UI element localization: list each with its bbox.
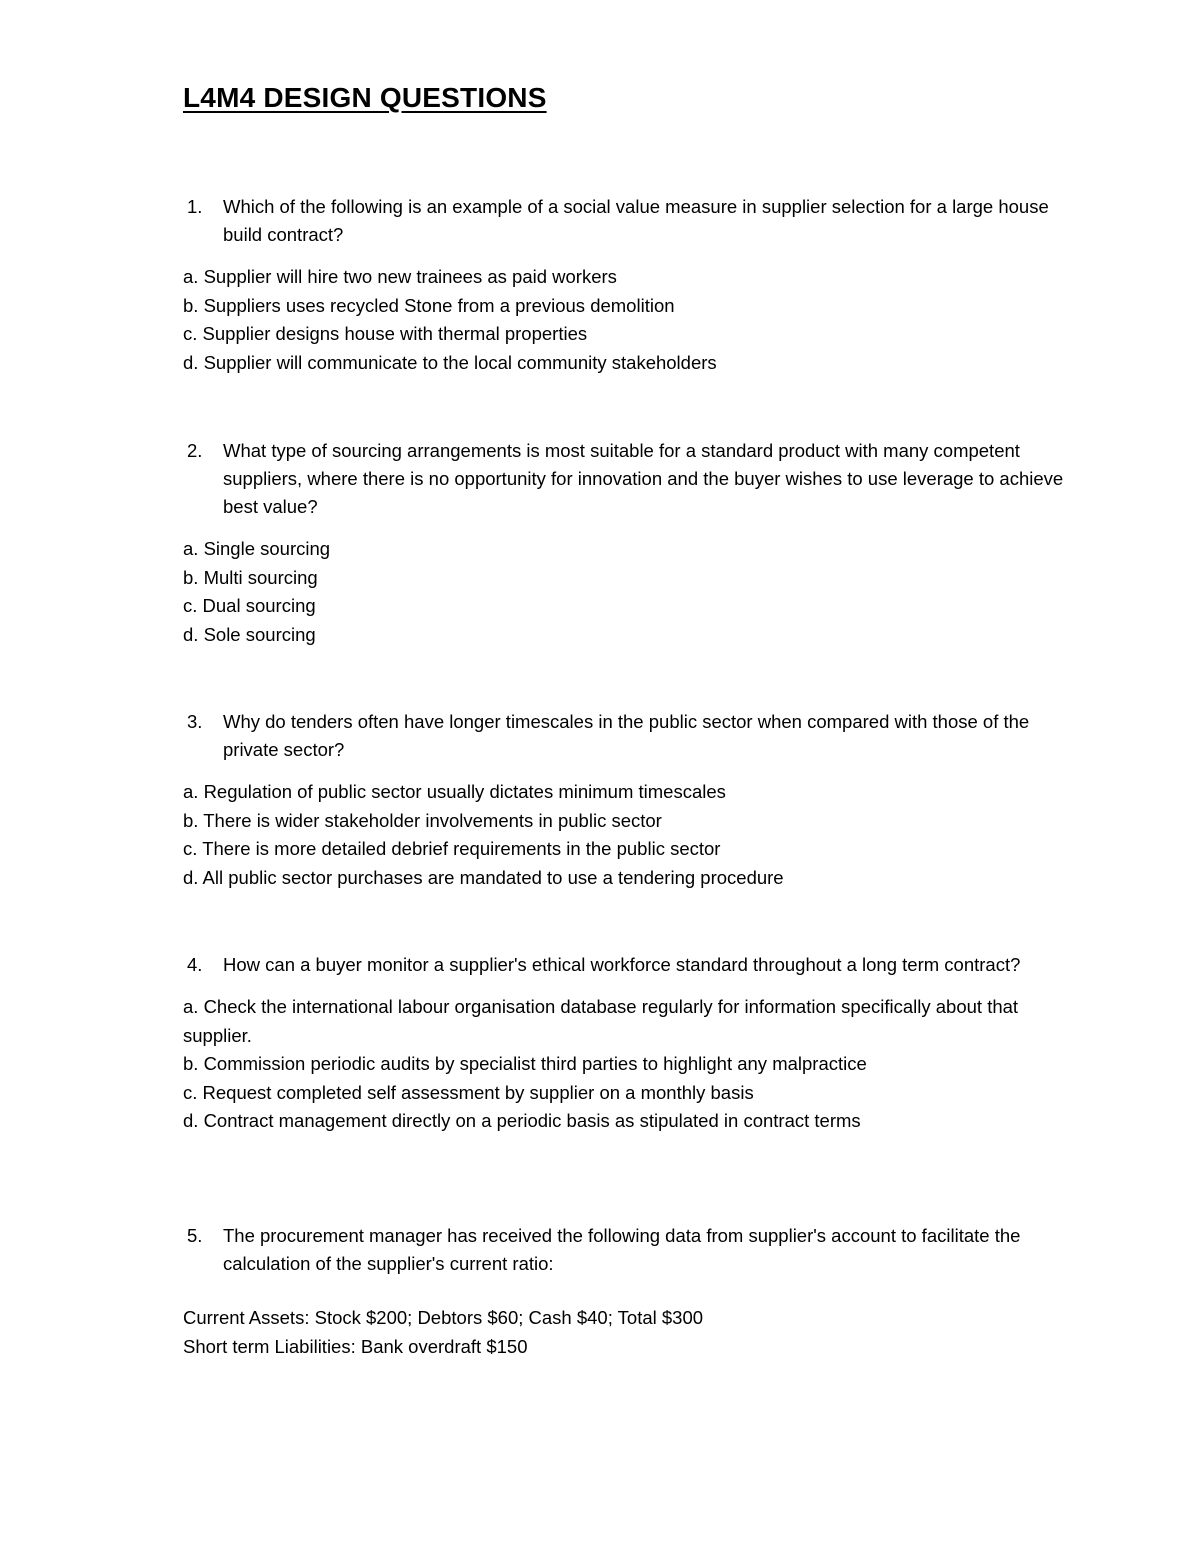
question-text: What type of sourcing arrangements is most suitable for a standard product with many competent suppliers, where there is no opportunity for innovation and the buyer wishes to use leverage to achieve best value?: [223, 440, 1064, 517]
answer-options: [183, 778, 1083, 892]
question-stem: [183, 951, 1083, 979]
answer-option-c: c. There is more detailed debrief requirements in the public sector: [183, 838, 721, 859]
short-term-liabilities-line: Short term Liabilities: Bank overdraft $150: [183, 1335, 528, 1357]
answer-option-d: d. Supplier will communicate to the local community stakeholders: [183, 351, 717, 373]
question-text: The procurement manager has received the following data from supplier's account to facilitate the calculation of the supplier's current ratio:: [223, 1225, 1021, 1274]
answer-option-b: b. There is wider stakeholder involvements in public sector: [183, 809, 662, 831]
answer-options: [183, 993, 1083, 1136]
question-stem: [183, 1222, 1083, 1278]
question-1: [183, 193, 1083, 377]
question-5: [183, 1222, 1083, 1361]
answer-option-c: c. Dual sourcing: [183, 595, 316, 616]
answer-option-a: a. Single sourcing: [183, 538, 331, 559]
answer-option-b: b. Multi sourcing: [183, 566, 318, 588]
question-number: 2.: [187, 440, 203, 461]
answer-option-c: c. Request completed self assessment by supplier on a monthly basis: [183, 1081, 754, 1103]
answer-option-c: c. Supplier designs house with thermal properties: [183, 323, 588, 344]
answer-option-b: b. Suppliers uses recycled Stone from a previous demolition: [183, 294, 675, 316]
answer-option-d: d. Contract management directly on a periodic basis as stipulated in contract terms: [183, 1110, 861, 1131]
question-number: 3.: [187, 711, 203, 732]
answer-option-a: a. Regulation of public sector usually dictates minimum timescales: [183, 781, 726, 802]
question-stem: [183, 708, 1083, 764]
question-number: 4.: [187, 954, 203, 975]
current-assets-line: Current Assets: Stock $200; Debtors $60; Cash $40; Total $300: [183, 1307, 704, 1328]
answer-options: [183, 535, 1083, 649]
question-number: 1.: [187, 196, 203, 217]
question-stem: [183, 437, 1083, 521]
question-text: How can a buyer monitor a supplier's ethical workforce standard throughout a long term contract?: [223, 954, 1021, 975]
question-4: [183, 951, 1083, 1136]
document-title: L4M4 DESIGN QUESTIONS: [183, 82, 547, 113]
answer-options: [183, 263, 1083, 377]
question-2: [183, 437, 1083, 649]
question-3: [183, 708, 1083, 892]
answer-option-b: b. Commission periodic audits by specialist third parties to highlight any malpractice: [183, 1053, 867, 1074]
answer-option-d: d. Sole sourcing: [183, 623, 316, 645]
question-number: 5.: [187, 1225, 203, 1246]
question-text: Which of the following is an example of a social value measure in supplier selection for a large house build contract?: [223, 196, 1049, 245]
answer-option-a: a. Supplier will hire two new trainees as paid workers: [183, 266, 617, 287]
question-stem: [183, 193, 1083, 249]
answer-option-a: a. Check the international labour organisation database regularly for information specifically about that supplier.: [183, 996, 1019, 1046]
question-text: Why do tenders often have longer timescales in the public sector when compared with those of the private sector?: [223, 711, 1030, 760]
financial-data: [183, 1304, 1083, 1361]
answer-option-d: d. All public sector purchases are mandated to use a tendering procedure: [183, 866, 784, 888]
